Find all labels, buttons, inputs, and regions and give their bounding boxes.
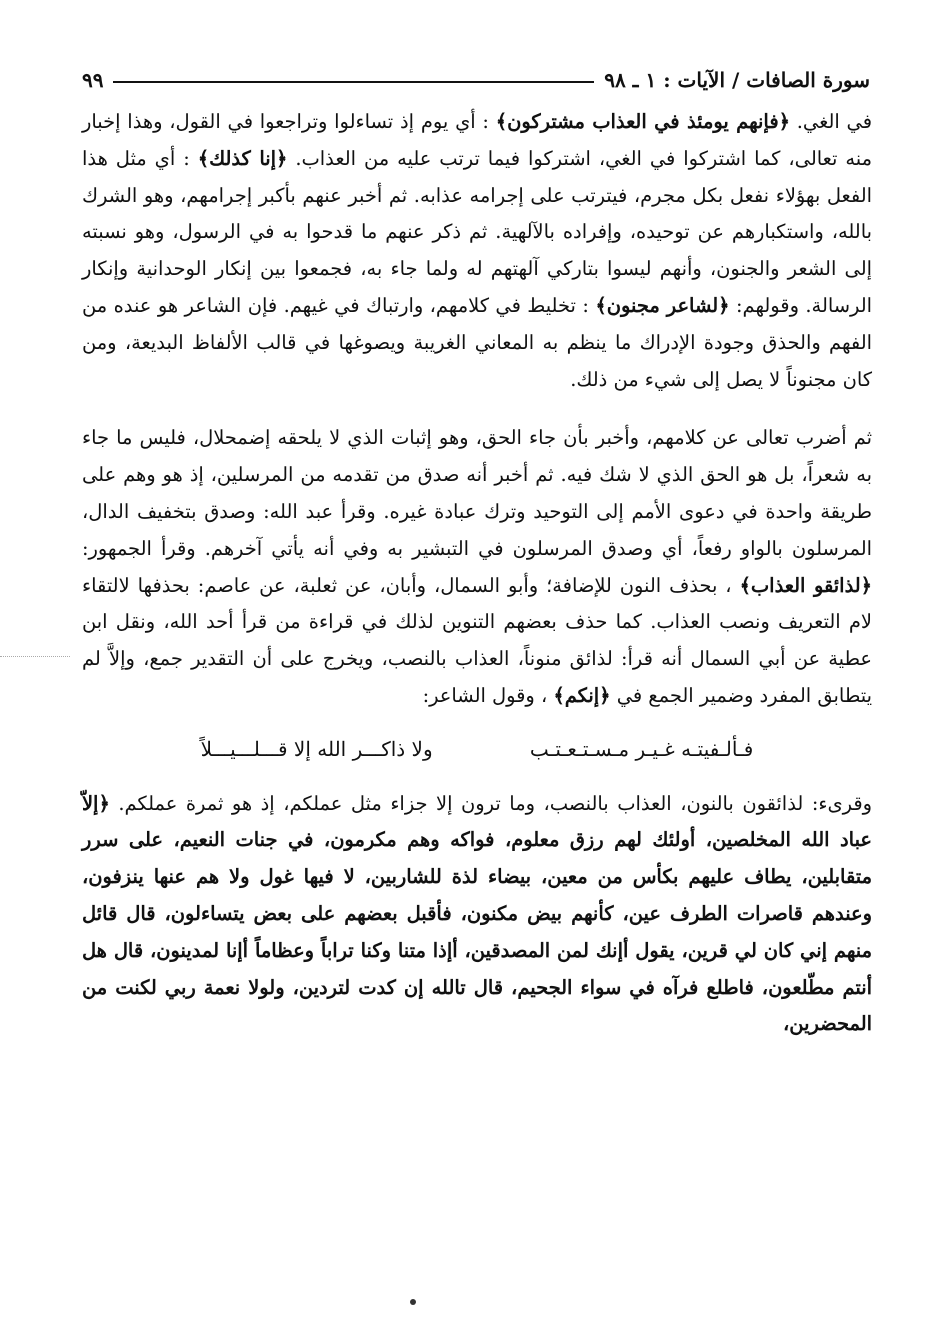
quran-verse: ﴿إلاّ عباد الله المخلصين، أولئك لهم رزق معلوم، فواكه وهم مكرمون، في جنات النعيم، على سرر متقابلين، يطاف عليهم بكأس من معين، بيضاء لذة للشاربين، لا فيها غول ولا هم عنها ينزفون، وعندهم قاصرات الطرف عين، كأنهم بيض مكنون، فأقبل بعضهم على بعض يتساءلون، قال قائل منهم إني كان لي قرين، يقول أإنك لمن المصدقين، أإذا متنا وكنا تراباً وعظاماً أإنا لمدينون، قال هل أنتم مطّلعون، فاطلع فرآه في سواء الجحيم، قال تالله إن كدت لتردين، ولولا نعمة ربي لكنت من المحضرين، — [82, 791, 872, 1036]
header-rule — [113, 81, 594, 83]
footer-mark — [410, 1299, 416, 1305]
text-segment: : أي مثل هذا الفعل بهؤلاء نفعل بكل مجرم، فيترتب على إجرامه عذابه. ثم أخبر عنهم بأكبر إجرامهم، وهو الشرك بالله، واستكبارهم عن توحيده، وإفراده بالآلهية. ثم ذكر عنهم ما قدحوا به في الرسول، وهو نسبته إلى الشعر والجنون، وأنهم ليسوا بتاركي آلهتهم له ولما جاء به، فجمعوا بين إنكار الوحدانية وإنكار الرسالة. وقولهم: — [82, 146, 873, 317]
text-segment: ثم أضرب تعالى عن كلامهم، وأخبر بأن جاء الحق، وهو إثبات الذي لا يلحقه إضمحلال، فليس ما جاء به شعراً، بل هو الحق الذي لا شك فيه. ثم أخبر أنه صدق من تقدمه من المرسلين، إذ هو وهم على طريقة واحدة في دعوى الأمم إلى التوحيد وترك عبادة غيره. وقرأ عبد الله: وصدق بتخفيف الدال، المرسلون بالواو رفعاً، أي وصدق المرسلون في التبشير به وفي أنه يأتي آخرهم. وقرأ الجمهور: — [82, 426, 872, 560]
poem-hemistich-second: ولا ذاكـــر الله إلا قـــلـــيـــلاً — [200, 736, 433, 761]
quran-verse: ﴿لشاعر مجنون﴾ — [595, 293, 730, 317]
quran-verse: ﴿إنكم﴾ — [553, 683, 611, 707]
poem-hemistich-first: فـألـفيتـه غـيـر مـسـتـعـتـب — [529, 736, 754, 761]
text-segment: ، وقول الشاعر: — [422, 683, 548, 707]
text-segment: : أي يوم إذ تساءلوا وتراجعوا في القول، وهذا إخبار منه تعالى، كما اشتركوا في الغي، اشتركوا فيما ترتب عليه من العذاب. — [82, 110, 872, 170]
page-header — [82, 58, 870, 92]
poem-verse — [82, 715, 872, 786]
running-title: سورة الصافات / الآيات : ١ ـ ٩٨ — [604, 68, 870, 92]
quran-verse: ﴿فإنهم يومئذ في العذاب مشتركون﴾ — [495, 110, 790, 133]
paragraph-3 — [82, 786, 872, 1044]
page-body — [82, 104, 872, 1043]
text-segment: في الغي. — [796, 110, 872, 133]
paragraph-2 — [82, 420, 872, 714]
page-number: ٩٩ — [82, 68, 104, 92]
text-segment: : تخليط في كلامهم، وارتباك في غيهم. فإن الشاعر هو عنده من الفهم والحذق وجودة الإدراك ما ينظم به المعاني الغريبة ويصوغها في قالب الألفاظ البديعة، ومن كان مجنوناً لا يصل إلى شيء من ذلك. — [82, 293, 872, 391]
scan-artifact — [0, 656, 70, 659]
text-segment: وقرىء: لذائقون بالنون، العذاب بالنصب، وما ترون إلا جزاء مثل عملكم، إذ هو ثمرة عملكم. — [118, 791, 872, 815]
quran-verse: ﴿لذائقو العذاب﴾ — [739, 573, 873, 597]
quran-verse: ﴿إنا كذلك﴾ — [197, 146, 288, 170]
paragraph-1 — [82, 104, 872, 398]
text-segment: ، بحذف النون للإضافة؛ وأبو السمال، وأبان، عن ثعلبة، عن عاصم: بحذفها لالتقاء لام التعريف ونصب العذاب. كما حذف بعضهم التنوين لذلك في قراءة من قرأ أحد الله، ونقل ابن عطية عن أبي السمال أنه قرأ: لذائق منوناً، العذاب بالنصب، ويخرج على أن التقدير جمع، وإلاَّ لم يتطابق المفرد وضمير الجمع في — [82, 573, 872, 707]
paragraph-gap — [82, 398, 872, 420]
